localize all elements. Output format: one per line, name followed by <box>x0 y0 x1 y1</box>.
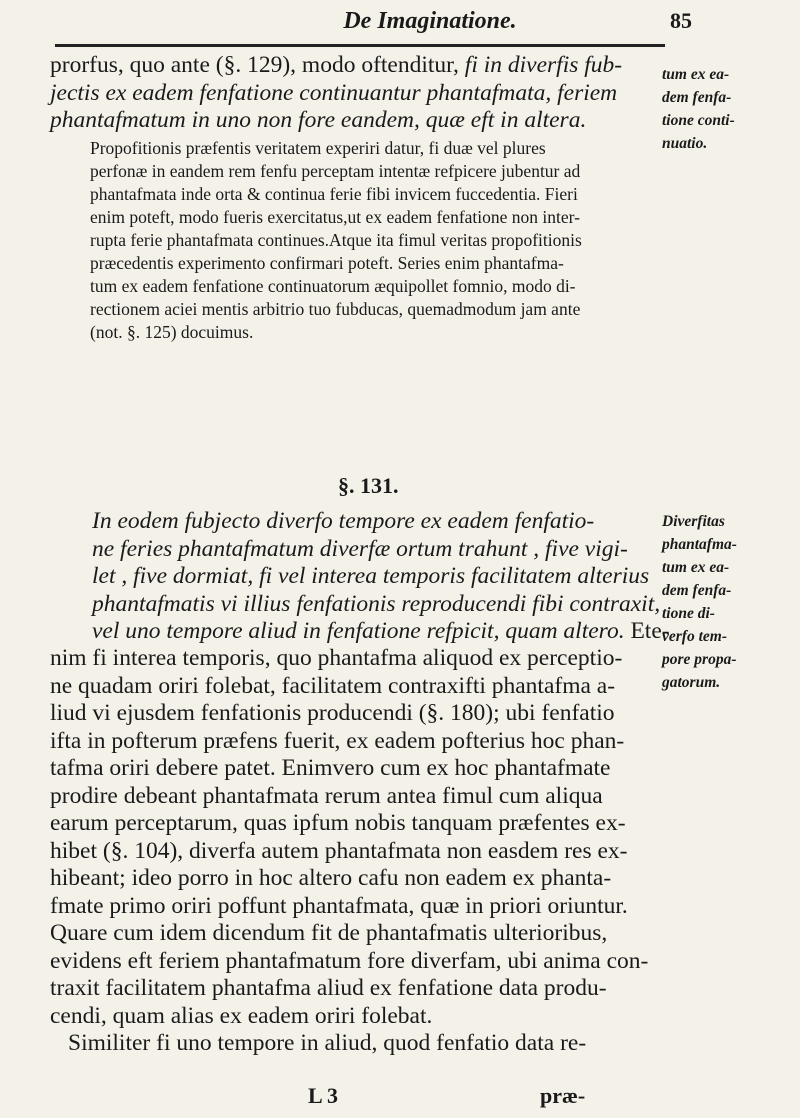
text-line: phantafmatis vi illius fenfationis reproducendi fibi contraxit, <box>92 590 661 617</box>
header-rule <box>55 44 665 47</box>
margin-line: tione di- <box>662 605 715 622</box>
text-line: tum ex eadem fenfatione continuatorum æquipollet fomnio, modo di- <box>90 276 576 296</box>
text-line: Similiter fi uno tempore in aliud, quod fenfatio data re- <box>68 1030 587 1056</box>
text-line: præcedentis experimento confirmari poteft. Series enim phantafma- <box>90 253 564 273</box>
margin-line: nuatio. <box>662 135 708 152</box>
running-header <box>0 8 800 38</box>
paragraph-1 <box>50 52 655 135</box>
text-line: Propofitionis præfentis veritatem experiri datur, fi duæ vel plures <box>90 138 546 158</box>
marginal-note-2 <box>662 510 800 694</box>
marginal-note-1 <box>662 63 800 155</box>
running-title: De Imaginatione. <box>343 8 517 34</box>
text-line: phantafmata inde orta & continua ferie fibi invicem fuccedentia. Fieri <box>90 184 578 204</box>
margin-line: dem fenfa- <box>662 582 732 599</box>
text-line: ifta in pofterum præfens fuerit, ex eadem pofterius hoc phan- <box>50 727 625 754</box>
text-line: phantafmatum in uno non fore eandem, quæ eft in altera. <box>50 107 587 133</box>
margin-line: pore propa- <box>662 651 737 668</box>
text-line: prorfus, quo ante (§. 129), modo oftenditur, fi in diverfis fub- <box>50 52 623 78</box>
text-line: evidens eft feriem phantafmatum fore diverfam, ubi anima con- <box>50 947 649 974</box>
margin-line: tum ex ea- <box>662 559 730 576</box>
page-number: 85 <box>670 8 692 33</box>
text-line: Quare cum idem dicendum fit de phantafmatis ulterioribus, <box>50 920 608 946</box>
margin-line: dem fenfa- <box>662 89 732 106</box>
paragraph-2 <box>90 137 658 344</box>
text-line: (not. §. 125) docuimus. <box>90 322 254 342</box>
text-line: ne quadam oriri folebat, facilitatem contraxifti phantafma a- <box>50 672 616 699</box>
margin-line: verfo tem- <box>662 628 727 645</box>
text-line: rupta ferie phantafmata continues.Atque ita fimul veritas propofitionis <box>90 230 582 250</box>
text-line: cendi, quam alias ex eadem oriri folebat. <box>50 1002 433 1029</box>
text-line: tafma oriri debere patet. Enimvero cum ex hoc phantafmate <box>50 755 611 781</box>
margin-line: Diverfitas <box>662 513 725 530</box>
text-line: liud vi ejusdem fenfationis producendi (§. 180); ubi fenfatio <box>50 700 615 726</box>
text-line: fmate primo oriri poffunt phantafmata, quæ in priori oriuntur. <box>50 892 628 919</box>
paragraph-4 <box>50 645 655 1058</box>
text-line: prodire debeant phantafmata rerum antea fimul cum aliqua <box>50 782 603 809</box>
margin-line: phantafma- <box>662 536 737 553</box>
text-line: ne feries phantafmatum diverfæ ortum trahunt , five vigi- <box>92 535 628 562</box>
text-line: vel uno tempore aliud in fenfatione refpicit, quam altero. Ete- <box>92 618 670 644</box>
text-line: nim fi interea temporis, quo phantafma aliquod ex perceptio- <box>50 645 623 671</box>
margin-line: tum ex ea- <box>662 66 730 83</box>
section-number: §. 131. <box>338 473 399 498</box>
text-line: hibet (§. 104), diverfa autem phantafmata non easdem res ex- <box>50 837 628 864</box>
text-line: let , five dormiat, fi vel interea temporis facilitatem alterius <box>92 563 650 589</box>
text-line: earum perceptarum, quas ipfum nobis tanquam præfentes ex- <box>50 810 626 836</box>
text-line: rectionem aciei mentis arbitrio tuo fubducas, quemadmodum jam ante <box>90 299 581 319</box>
text-line: enim poteft, modo fueris exercitatus,ut ex eadem fenfatione non inter- <box>90 207 580 227</box>
signature-mark: L 3 <box>308 1083 338 1108</box>
paragraph-3 <box>92 508 670 646</box>
text-line: perfonæ in eandem rem fenfu perceptam intentæ refpicere jubentur ad <box>90 161 581 181</box>
catchword: præ- <box>540 1083 586 1108</box>
text-line: In eodem fubjecto diverfo tempore ex eadem fenfatio- <box>92 508 595 534</box>
text-line: hibeant; ideo porro in hoc altero cafu non eadem ex phanta- <box>50 865 612 891</box>
text-line: jectis ex eadem fenfatione continuantur phantafmata, feriem <box>50 79 618 106</box>
margin-line: gatorum. <box>662 674 721 691</box>
margin-line: tione conti- <box>662 112 735 129</box>
text-line: traxit facilitatem phantafma aliud ex fenfatione data produ- <box>50 975 607 1001</box>
